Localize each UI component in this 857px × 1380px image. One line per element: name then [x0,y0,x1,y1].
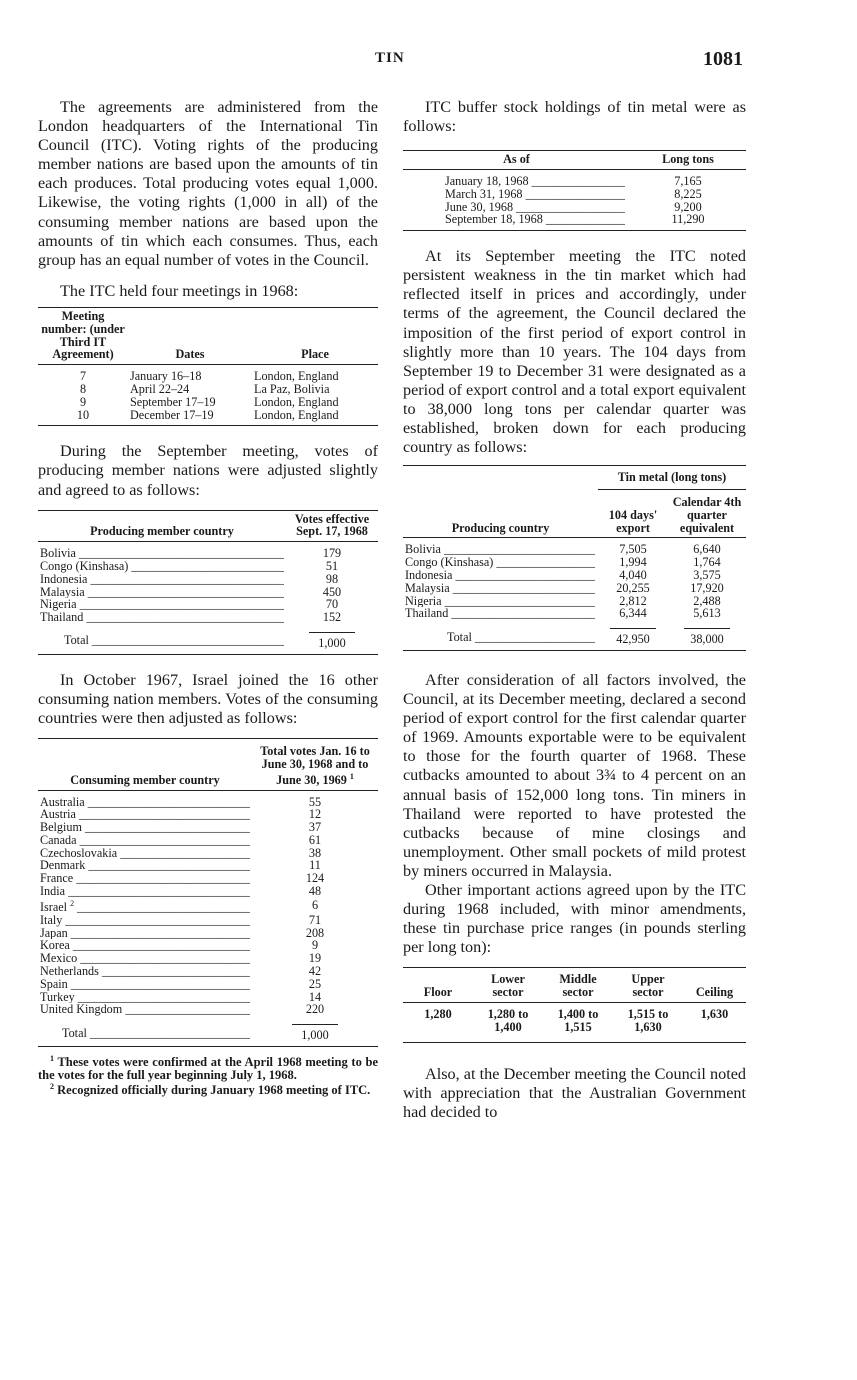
right-column [403,98,746,1122]
buffer-col-tons: Long tons [630,151,746,170]
table-row [403,569,746,582]
price-col-lower: Lower sector [473,968,543,1003]
table-row [38,790,378,808]
export-col-country: Producing country [403,466,598,538]
total-quarter: 38,000 [684,628,730,646]
export-104-days: 1,994 [619,555,647,570]
price-middle: 1,400 to 1,515 [557,1006,599,1034]
price-col-ceiling: Ceiling [683,968,746,1003]
country-name: Bolivia _____ [40,547,284,560]
export-control-paragraph: At its September meeting the ITC noted persistent weakness in the tin market which had reflected itself in prices and accordingly, under terms of the agreement, the Council declared the imposition of the first period of export control in slightly more than 10 years. The 104 days from September 19 to December 31 were designated as a period of export control and a total export equivalent to 38,000 long tons per calendar quarter was established, broken down for each producing country as follows: [403,247,746,457]
footnote-ref: 2 [70,898,75,908]
export-104-days: 2,812 [619,593,647,608]
export-group-header: Tin metal (long tons) [598,466,746,490]
country-name: Austria _____ [40,808,250,821]
country-name: India _____ [40,885,250,898]
producing-col-votes: Votes effective Sept. 17, 1968 [286,510,378,542]
country-name: United Kingdom _____ [40,1003,250,1016]
footnote-text: Recognized officially during January 1968 meeting of ITC. [57,1083,371,1098]
footnote-mark: 1 [50,1053,54,1063]
table-row [403,582,746,595]
country-name: Thailand _____ [40,611,284,624]
vote-count: 124 [305,871,325,886]
table-row [38,834,378,847]
vote-count: 6 [311,898,319,913]
footnote-mark: 2 [50,1082,54,1092]
table-row [38,898,378,914]
price-col-floor: Floor [403,968,473,1003]
total-label: Total _____ [62,1027,250,1040]
country-name: Denmark _____ [40,859,250,872]
total-row [38,624,378,654]
total-value: 1,000 [292,1024,338,1042]
meeting-dates: January 16–18 [130,369,202,384]
consuming-votes-intro: In October 1967, Israel joined the 16 other consuming nation members. Votes of the consuming countries were then adjusted as follows: [38,670,378,727]
meetings-col-place: Place [252,307,378,364]
export-quarter: 1,764 [693,555,721,570]
second-control-paragraph: After consideration of all factors involved, the Council, at its December meeting, declared a second period of export control for the first calendar quarter of 1969. Amounts exportable were to be equivalent to those for the fourth quarter of 1968. These cutbacks amounted to about 3¾ to 4 percent on an annual basis of 152,000 long tons. Tin miners in Thailand were reported to have protested the cutbacks because of mine closings and unemployment. Other small pockets of mild protest by miners occurred in Malaysia. [403,670,746,880]
table-row [38,978,378,991]
meeting-number: 7 [79,369,87,384]
page-number: 1081 [703,48,743,70]
table-row [403,213,746,230]
country-name: Netherlands _____ [40,965,250,978]
table-row [38,847,378,860]
country-name: Czechoslovakia _____ [40,847,250,860]
table-row [38,914,378,927]
country-name: Italy _____ [40,914,250,927]
country-name: Mexico _____ [40,952,250,965]
holding-date: January 18, 1968 _____ [445,175,625,188]
total-row [38,1016,378,1046]
vote-count: 48 [308,884,322,899]
holding-tons: 9,200 [674,199,702,214]
price-ceiling: 1,630 [700,1006,729,1021]
country-name: Malaysia _____ [405,582,595,595]
producing-votes-table [38,510,378,655]
country-name: Malaysia _____ [40,586,284,599]
total-value: 1,000 [309,632,355,650]
country-name: Congo (Kinshasa) _____ [405,556,595,569]
country-name: Congo (Kinshasa) _____ [40,560,284,573]
buffer-stock-table [403,150,746,231]
vote-count: 42 [308,963,322,978]
meetings-intro: The ITC held four meetings in 1968: [60,281,299,300]
meeting-number: 9 [79,394,87,409]
vote-count: 14 [308,989,322,1004]
export-quarter: 3,575 [693,567,721,582]
price-lower: 1,280 to 1,400 [487,1006,529,1034]
vote-count: 25 [308,976,322,991]
meeting-dates: April 22–24 [130,381,190,396]
table-row [38,885,378,898]
export-quarter: 2,488 [693,593,721,608]
vote-count: 98 [325,571,339,586]
country-name: Korea _____ [40,939,250,952]
vote-count: 55 [308,794,322,809]
meetings-col-number: Meeting number: (under Third IT Agreement) [38,307,128,364]
country-name: Turkey _____ [40,991,250,1004]
price-range-table [403,967,746,1042]
holding-date: March 31, 1968 _____ [445,188,625,201]
country-name: Indonesia _____ [405,569,595,582]
vote-count: 70 [325,597,339,612]
meeting-place: La Paz, Bolivia [254,381,330,396]
footnote-2 [38,1081,378,1097]
country-name: Thailand _____ [405,607,595,620]
export-quarter: 5,613 [693,606,721,621]
export-quarter: 17,920 [690,580,724,595]
table-row [403,538,746,556]
country-name: Australia _____ [40,796,250,809]
export-quota-table [403,465,746,651]
export-quarter: 6,640 [693,542,721,557]
table-row [38,872,378,885]
meeting-place: London, England [254,394,339,409]
vote-count: 19 [308,951,322,966]
consuming-votes-header-text: Total votes Jan. 16 to June 30, 1968 and to June 30, 1969 [260,744,370,787]
country-name: Japan _____ [40,927,250,940]
vote-count: 61 [308,832,322,847]
meeting-place: London, England [254,407,339,422]
table-row [38,952,378,965]
vote-count: 51 [325,558,339,573]
vote-count: 220 [305,1002,325,1017]
country-name: Canada _____ [40,834,250,847]
vote-count: 450 [322,584,342,599]
vote-count: 9 [311,938,319,953]
export-104-days: 20,255 [616,580,650,595]
holding-tons: 8,225 [674,186,702,201]
meeting-place: London, England [254,369,339,384]
producing-votes-intro: During the September meeting, votes of producing member nations were adjusted slightly and agreed to as follows: [38,442,378,499]
producing-col-country: Producing member country [38,510,286,542]
australia-paragraph: Also, at the December meeting the Council noted with appreciation that the Australian Government had decided to [403,1064,746,1121]
table-row [403,188,746,201]
meeting-number: 8 [79,381,87,396]
consuming-col-votes [252,739,378,790]
buffer-stock-intro: ITC buffer stock holdings of tin metal were as follows: [403,98,746,136]
total-label: Total _____ [64,634,284,647]
country-name: Nigeria _____ [405,595,595,608]
export-col-104-days: 104 days' export [598,490,668,538]
meeting-dates: December 17–19 [130,407,214,422]
table-row [38,409,378,426]
vote-count: 37 [308,820,322,835]
vote-count: 12 [308,807,322,822]
table-row [38,542,378,560]
export-104-days: 6,344 [619,606,647,621]
meetings-table [38,307,378,426]
export-104-days: 7,505 [619,542,647,557]
table-row [38,396,378,409]
table-row [38,927,378,940]
total-label: Total _____ [447,631,595,644]
export-104-days: 4,040 [619,567,647,582]
meetings-col-dates: Dates [128,307,252,364]
country-name: Indonesia _____ [40,573,284,586]
intro-paragraph: The agreements are administered from the London headquarters of the International Tin Council (ITC). Voting rights of the producing member nations are based upon the amounts of tin each produces. Total producing votes equal 1,000. Likewise, the voting rights (1,000 in all) of the consuming member nations are based upon the amounts of tin which each consumes. Thus, each group has an equal number of votes in the Council. [38,98,378,269]
total-row [403,620,746,650]
vote-count: 152 [322,610,342,625]
table-row [38,611,378,624]
price-col-middle: Middle sector [543,968,613,1003]
table-row [38,821,378,834]
left-column [38,98,378,1097]
holding-date: June 30, 1968 _____ [445,201,625,214]
consuming-votes-table [38,738,378,1047]
table-row [38,808,378,821]
export-col-quarter: Calendar 4th quarter equivalent [668,490,746,538]
country-name: Bolivia _____ [405,543,595,556]
table-row [38,939,378,952]
total-104-days: 42,950 [610,628,656,646]
table-row [38,1003,378,1016]
country-name: Israel [40,899,68,914]
price-upper: 1,515 to 1,630 [627,1006,669,1034]
table-row [38,859,378,872]
country-name: Nigeria _____ [40,598,284,611]
buffer-col-date: As of [403,151,630,170]
consuming-col-country: Consuming member country [38,739,252,790]
running-head: TIN [375,50,405,66]
vote-count: 38 [308,845,322,860]
table-row [38,365,378,383]
holding-tons: 7,165 [674,173,702,188]
table-row [38,383,378,396]
country-name: Belgium _____ [40,821,250,834]
table-row [38,560,378,573]
table-row [403,1002,746,1042]
table-row [38,573,378,586]
footnote-ref: 1 [349,771,354,781]
vote-count: 71 [308,912,322,927]
table-row [38,965,378,978]
holding-date: September 18, 1968 _____ [445,213,625,226]
price-col-upper: Upper sector [613,968,683,1003]
table-row [403,607,746,620]
table-row [38,991,378,1004]
price-floor: 1,280 [424,1006,452,1021]
meeting-number: 10 [76,407,90,422]
country-name: France _____ [40,872,250,885]
meeting-dates: September 17–19 [130,394,216,409]
footnote-text: These votes were confirmed at the April 1968 meeting to be the votes for the full year beginning July 1, 1968. [38,1055,379,1082]
vote-count: 11 [309,858,321,873]
price-ranges-intro: Other important actions agreed upon by the ITC during 1968 included, with minor amendments, these tin purchase price ranges (in pounds sterling per long ton): [403,881,746,957]
vote-count: 208 [305,925,325,940]
vote-count: 179 [322,546,342,561]
table-row [403,169,746,187]
holding-tons: 11,290 [671,212,705,227]
footnote-1 [38,1053,378,1081]
country-name: Spain _____ [40,978,250,991]
